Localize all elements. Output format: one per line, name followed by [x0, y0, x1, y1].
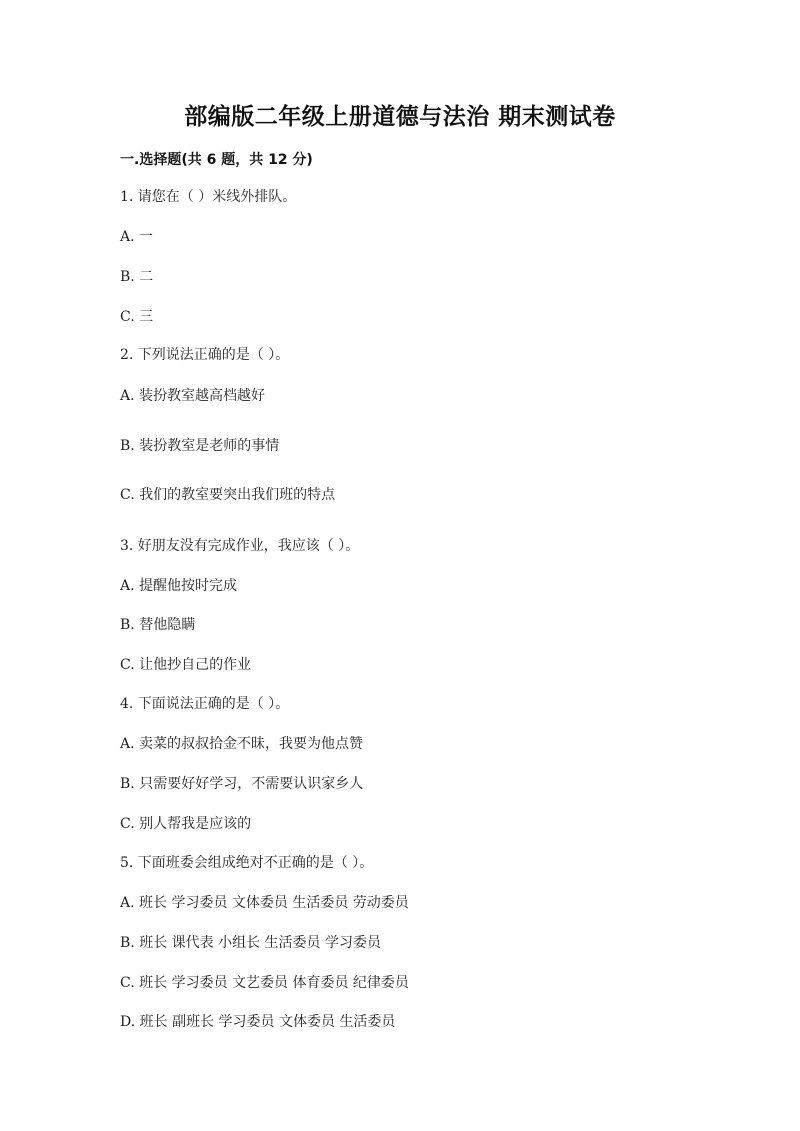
question-4-option-c: C. 别人帮我是应该的: [120, 816, 252, 832]
question-1-option-b: B. 二: [120, 269, 154, 285]
question-5-stem: 5. 下面班委会组成绝对不正确的是（ ）。: [120, 855, 374, 871]
question-3-option-a: A. 提醒他按时完成: [120, 578, 238, 594]
question-3-stem: 3. 好朋友没有完成作业，我应该（ ）。: [120, 538, 360, 554]
page-title: 部编版二年级上册道德与法治 期末测试卷: [184, 104, 616, 130]
question-4-stem: 4. 下面说法正确的是（ ）。: [120, 696, 290, 712]
question-4-option-b: B. 只需要好好学习，不需要认识家乡人: [120, 776, 364, 792]
question-5-option-b: B. 班长 课代表 小组长 生活委员 学习委员: [120, 935, 381, 951]
section-heading: 一.选择题(共 6 题，共 12 分): [120, 152, 313, 168]
question-3-option-c: C. 让他抄自己的作业: [120, 657, 252, 673]
question-2-option-a: A. 装扮教室越高档越好: [120, 388, 266, 404]
question-2-stem: 2. 下列说法正确的是（ ）。: [120, 347, 290, 363]
question-5-option-a: A. 班长 学习委员 文体委员 生活委员 劳动委员: [120, 895, 409, 911]
question-4-option-a: A. 卖菜的叔叔拾金不昧，我要为他点赞: [120, 736, 364, 752]
question-1-stem: 1. 请您在（ ）米线外排队。: [120, 189, 297, 205]
question-1-option-a: A. 一: [120, 229, 154, 245]
question-2-option-c: C. 我们的教室要突出我们班的特点: [120, 487, 336, 503]
question-1-option-c: C. 三: [120, 309, 154, 325]
question-2-option-b: B. 装扮教室是老师的事情: [120, 438, 280, 454]
question-5-option-d: D. 班长 副班长 学习委员 文体委员 生活委员: [120, 1014, 396, 1030]
question-3-option-b: B. 替他隐瞒: [120, 617, 196, 633]
question-5-option-c: C. 班长 学习委员 文艺委员 体育委员 纪律委员: [120, 975, 409, 991]
